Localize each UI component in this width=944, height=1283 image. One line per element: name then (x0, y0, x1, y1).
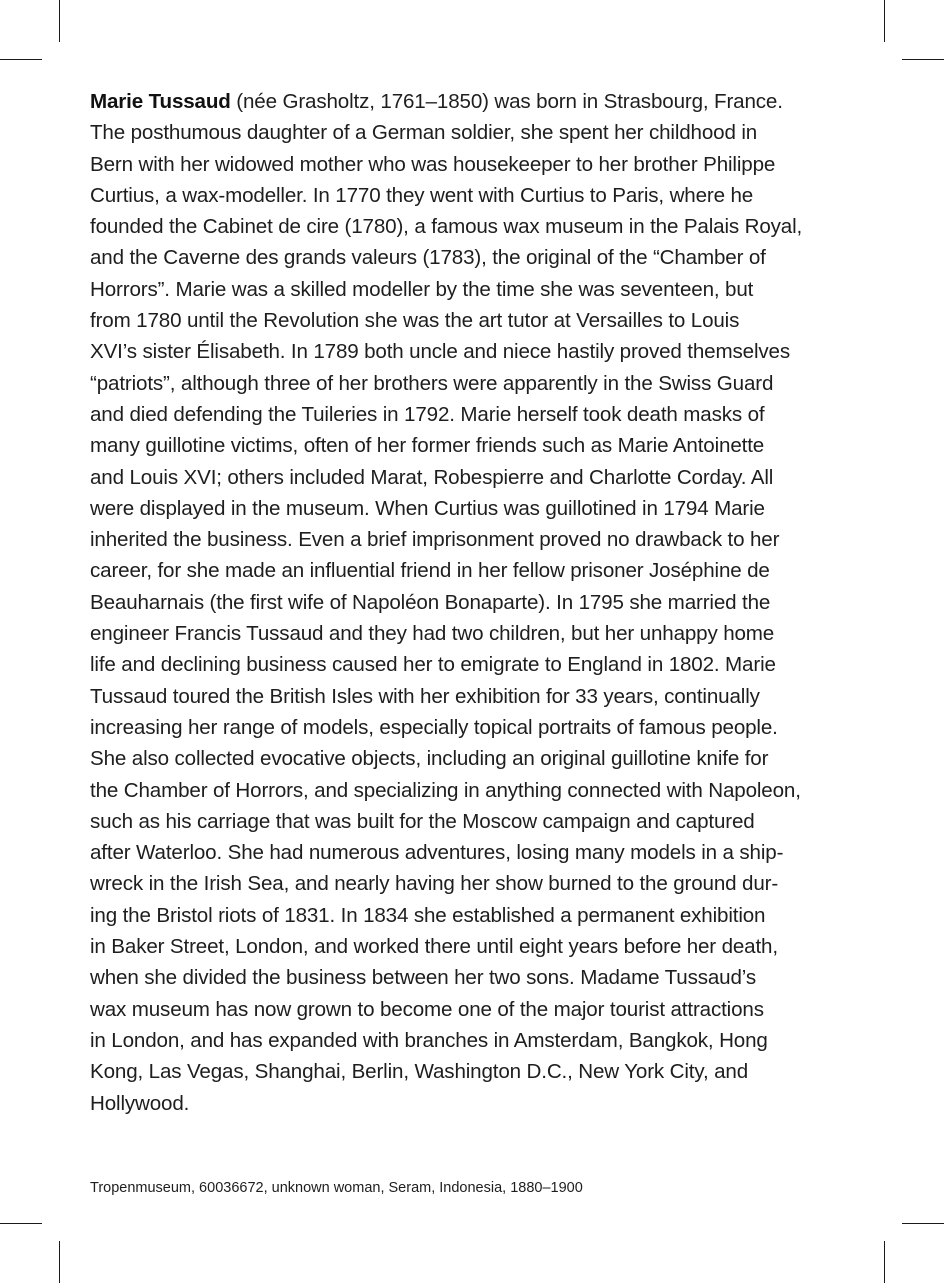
article-line: XVI’s sister Élisabeth. In 1789 both uncle and niece hastily proved themselves (90, 340, 790, 364)
article-line: and the Caverne des grands valeurs (1783), the original of the “Chamber of (90, 246, 766, 270)
article-line: “patriots”, although three of her brothers were apparently in the Swiss Guard (90, 371, 774, 395)
article-line: Hollywood. (90, 1091, 190, 1115)
article-line: life and declining business caused her to emigrate to England in 1802. Marie (90, 653, 776, 677)
article-line: such as his carriage that was built for the Moscow campaign and captured (90, 809, 755, 833)
article-line: founded the Cabinet de cire (1780), a famous wax museum in the Palais Royal, (90, 215, 803, 239)
article-line: Tussaud toured the British Isles with her exhibition for 33 years, continually (90, 684, 760, 708)
article-line: ing the Bristol riots of 1831. In 1834 she established a permanent exhibition (90, 903, 766, 927)
article-line: in Baker Street, London, and worked there until eight years before her death, (90, 935, 778, 959)
crop-mark-bottom-right-horizontal (902, 1223, 944, 1224)
article-line: inherited the business. Even a brief imprisonment proved no drawback to her (90, 528, 780, 552)
crop-mark-top-left-vertical (59, 0, 60, 42)
crop-mark-top-right-vertical (884, 0, 885, 42)
article-line: in London, and has expanded with branches in Amsterdam, Bangkok, Hong (90, 1028, 768, 1052)
crop-mark-top-left-horizontal (0, 59, 42, 60)
image-caption: Tropenmuseum, 60036672, unknown woman, Seram, Indonesia, 1880–1900 (90, 1180, 583, 1196)
article-line: increasing her range of models, especially topical portraits of famous people. (90, 715, 778, 739)
article-line: Curtius, a wax-modeller. In 1770 they went with Curtius to Paris, where he (90, 183, 754, 207)
subject-name: Marie Tussaud (90, 90, 231, 113)
article-line: many guillotine victims, often of her former friends such as Marie Antoinette (90, 434, 765, 458)
article-line (90, 86, 862, 117)
article-line: wax museum has now grown to become one of the major tourist attractions (90, 997, 764, 1021)
article-body (90, 86, 862, 1119)
article-line: and Louis XVI; others included Marat, Robespierre and Charlotte Corday. All (90, 465, 774, 489)
article-line-text: (née Grasholtz, 1761–1850) was born in Strasbourg, France. (230, 90, 783, 113)
article-line: The posthumous daughter of a German soldier, she spent her childhood in (90, 121, 758, 145)
crop-mark-bottom-left-horizontal (0, 1223, 42, 1224)
article-line: and died defending the Tuileries in 1792. Marie herself took death masks of (90, 402, 765, 426)
article-line: Kong, Las Vegas, Shanghai, Berlin, Washington D.C., New York City, and (90, 1060, 749, 1084)
article-line: engineer Francis Tussaud and they had two children, but her unhappy home (90, 622, 775, 646)
article-line: Bern with her widowed mother who was housekeeper to her brother Philippe (90, 152, 776, 176)
article-line: after Waterloo. She had numerous adventures, losing many models in a ship- (90, 841, 784, 865)
article-line: career, for she made an influential friend in her fellow prisoner Joséphine de (90, 559, 770, 583)
article-line: She also collected evocative objects, including an original guillotine knife for (90, 747, 769, 771)
article-line: the Chamber of Horrors, and specializing in anything connected with Napoleon, (90, 778, 801, 802)
crop-mark-top-right-horizontal (902, 59, 944, 60)
article-line: Horrors”. Marie was a skilled modeller by the time she was seventeen, but (90, 277, 754, 301)
article-line: wreck in the Irish Sea, and nearly having her show burned to the ground dur- (90, 872, 779, 896)
article-line: from 1780 until the Revolution she was the art tutor at Versailles to Louis (90, 309, 740, 333)
article-line: Beauharnais (the first wife of Napoléon Bonaparte). In 1795 she married the (90, 590, 771, 614)
crop-mark-bottom-right-vertical (884, 1241, 885, 1283)
crop-mark-bottom-left-vertical (59, 1241, 60, 1283)
article-line: when she divided the business between her two sons. Madame Tussaud’s (90, 966, 756, 990)
article-line: were displayed in the museum. When Curtius was guillotined in 1794 Marie (90, 496, 765, 520)
